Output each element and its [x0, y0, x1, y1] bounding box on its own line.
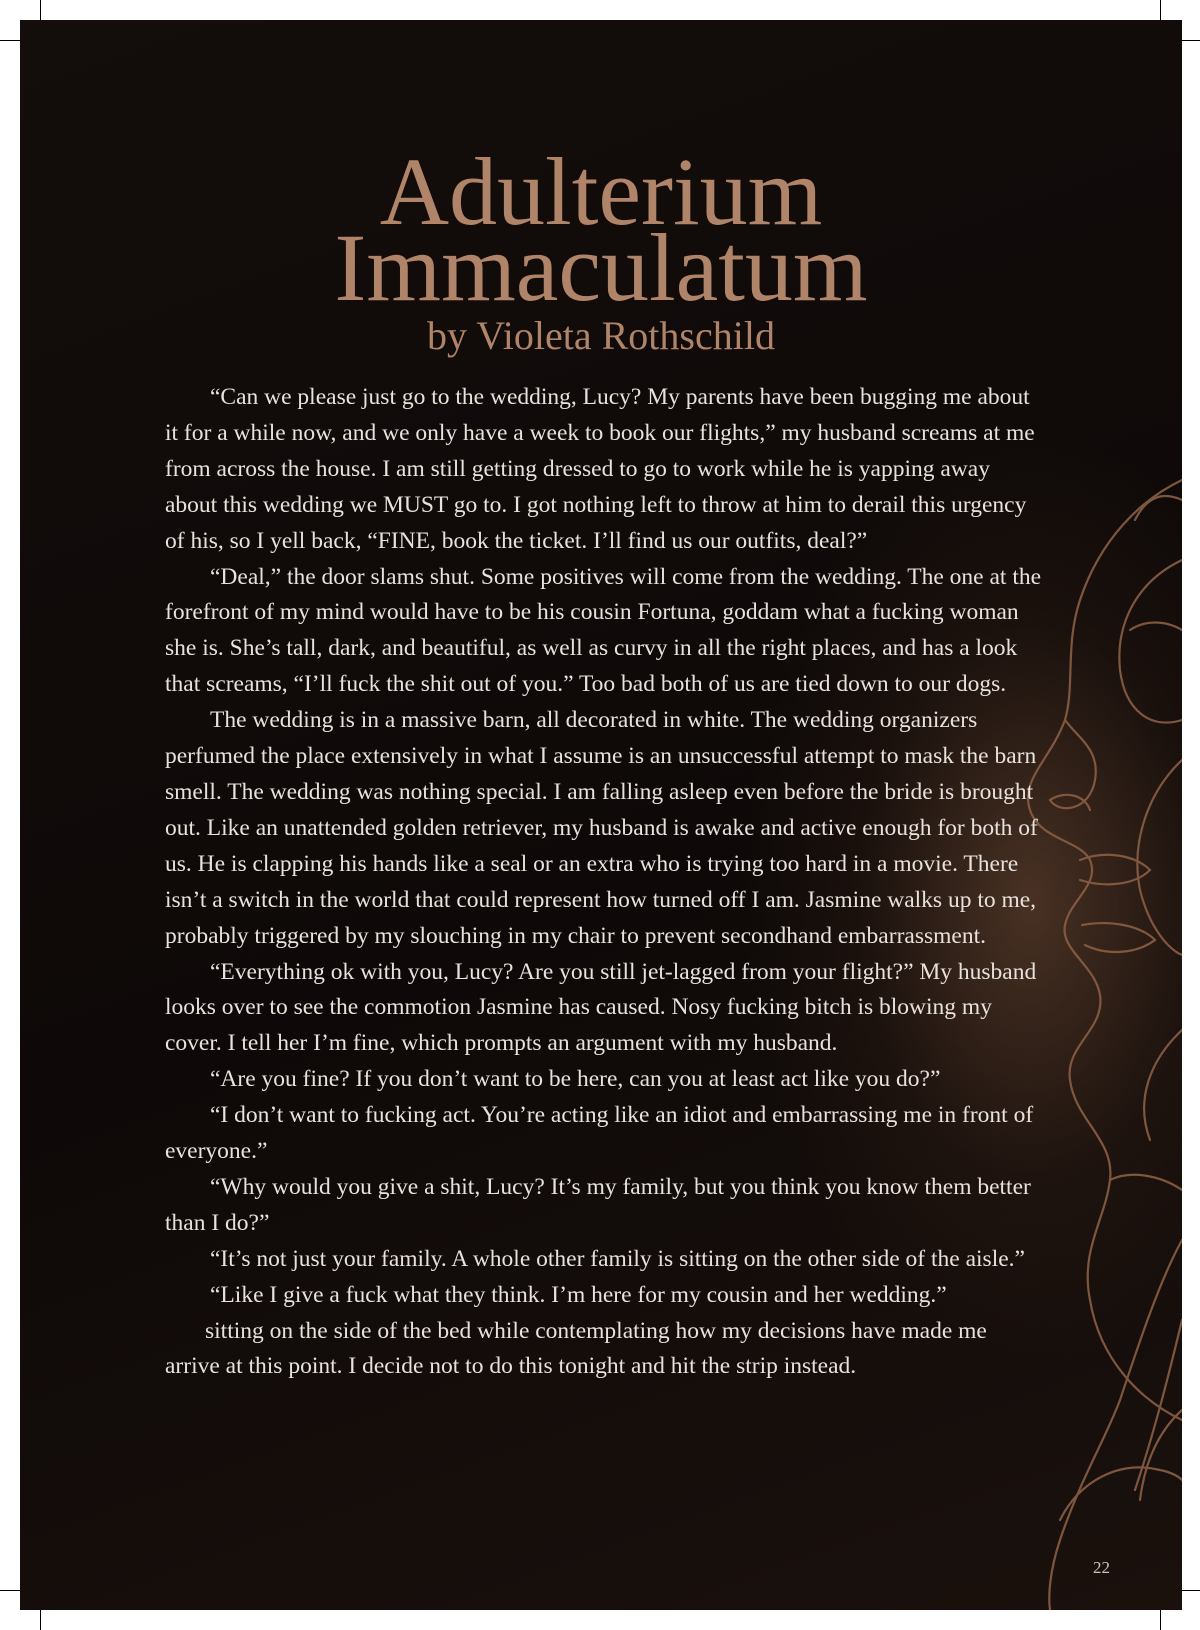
crop-mark — [40, 1610, 41, 1630]
crop-mark — [1182, 1590, 1200, 1591]
article-title-line-2: Immaculatum — [334, 214, 868, 321]
page-number: 22 — [1093, 1558, 1110, 1577]
byline: by Violeta Rothschild — [427, 313, 775, 358]
paragraph: “Are you fine? If you don’t want to be here, can you at least act like you do?” — [210, 1066, 941, 1093]
paragraph: “Why would you give a shit, Lucy? It’s my family, but you think you know them better than I do?” — [165, 1173, 1031, 1236]
paragraph: The wedding is in a massive barn, all decorated in white. The wedding organizers perfumed the place extensively in what I assume is an unsuccessful attempt to mask the barn smell. The wedding was nothing special. I am falling asleep even before the bride is brought out. Like an unattended golden retriever, my husband is awake and active enough for both of us. He is clapping his hands like a seal or an extra who is trying too hard in a movie. There isn’t a switch in the world that could represent how turned off I am. Jasmine walks up to me, probably triggered by my slouching in my chair to prevent secondhand embarrassment. — [165, 707, 1038, 949]
crop-mark — [1160, 1610, 1161, 1630]
crop-mark — [1182, 40, 1200, 41]
article-title-line-1: Adulterium — [379, 138, 823, 245]
paragraph: “Can we please just go to the wedding, Lucy? My parents have been bugging me about it for a while now, and we only have a week to book our flights,” my husband screams at me from across the house. I am still getting dressed to go to work while he is yapping away about this wedding we MUST go to. I got nothing left to throw at him to derail this urgency of his, so I yell back, “FINE, book the ticket. I’ll find us our outfits, deal?” — [165, 384, 1035, 554]
paragraph: “Like I give a fuck what they think. I’m here for my cousin and her wedding.” — [210, 1281, 947, 1308]
paragraph: “Everything ok with you, Lucy? Are you still jet-lagged from your flight?” My husband looks over to see the commotion Jasmine has caused. Nosy fucking bitch is blowing my cover. I tell her I’m fine, which prompts an argument with my husband. — [165, 958, 1037, 1057]
paragraph: “I don’t want to fucking act. You’re acting like an idiot and embarrassing me in front of everyone.” — [165, 1102, 1034, 1165]
article-body — [165, 380, 1045, 1385]
paragraph: “It’s not just your family. A whole other family is sitting on the other side of the aisle.” — [210, 1245, 1025, 1272]
crop-mark — [1160, 0, 1161, 20]
paragraph: sitting on the side of the bed while contemplating how my decisions have made me arrive at this point. I decide not to do this tonight and hit the strip instead. — [165, 1317, 987, 1380]
magazine-page — [20, 20, 1182, 1610]
crop-mark — [0, 40, 20, 41]
crop-mark — [40, 0, 41, 20]
crop-mark — [0, 1590, 20, 1591]
paragraph: “Deal,” the door slams shut. Some positives will come from the wedding. The one at the forefront of my mind would have to be his cousin Fortuna, goddam what a fucking woman she is. She’s tall, dark, and beautiful, as well as curvy in all the right places, and has a look that screams, “I’ll fuck the shit out of you.” Too bad both of us are tied down to our dogs. — [165, 563, 1042, 698]
